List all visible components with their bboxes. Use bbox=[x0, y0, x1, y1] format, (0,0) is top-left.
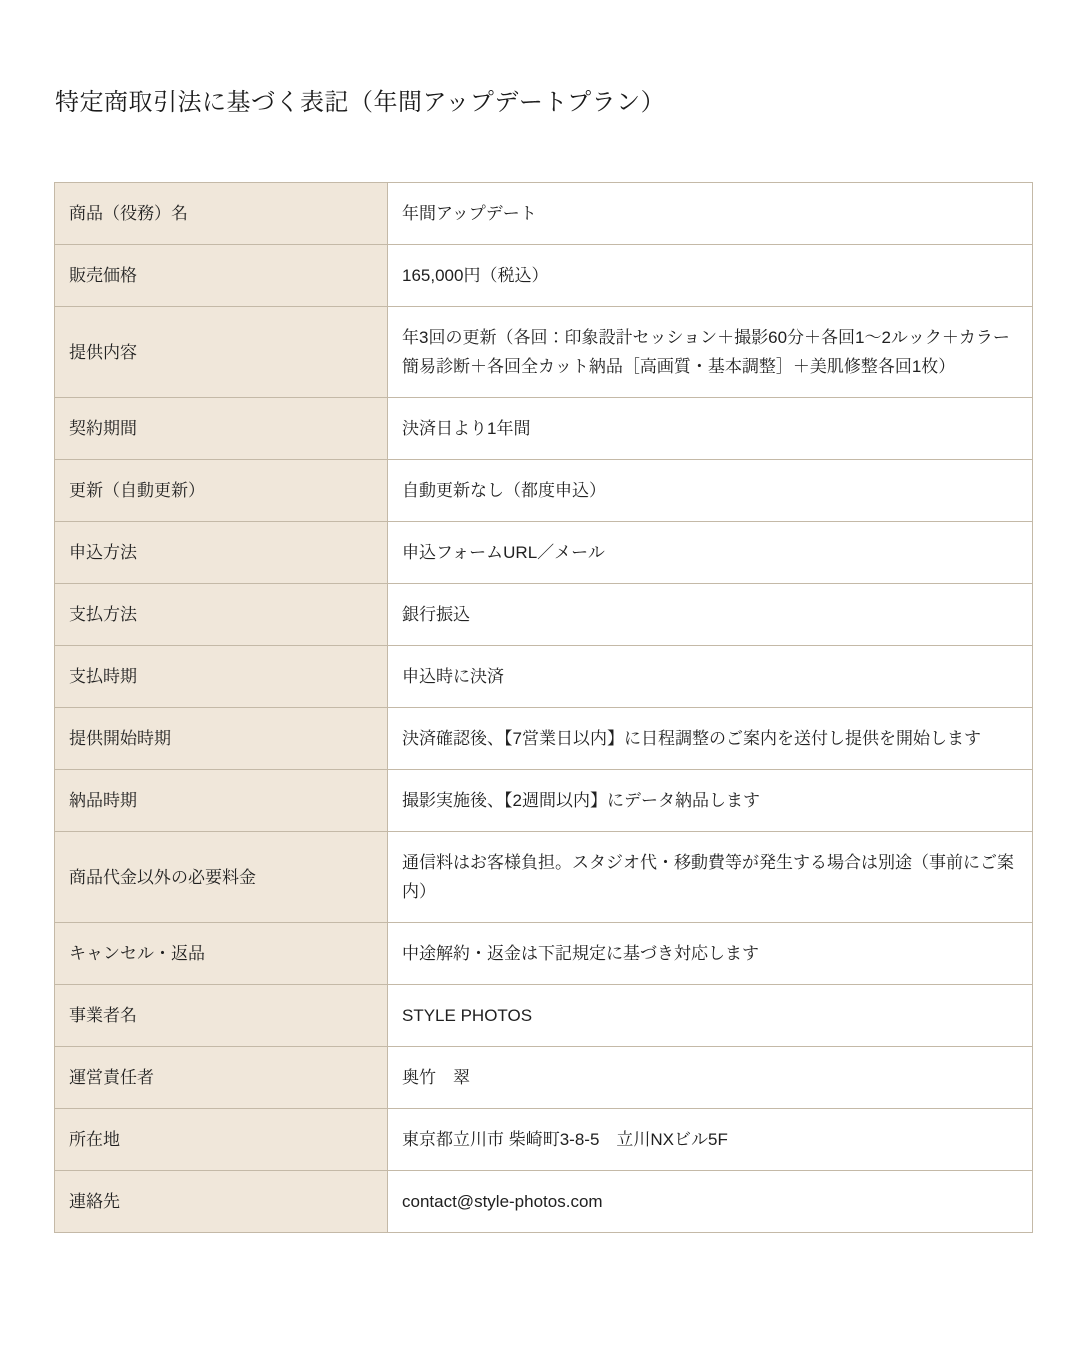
row-value: 決済日より1年間 bbox=[388, 398, 1033, 460]
row-label: 商品代金以外の必要料金 bbox=[55, 832, 388, 923]
table-row bbox=[55, 584, 1033, 646]
row-label: 連絡先 bbox=[55, 1171, 388, 1233]
row-value: 自動更新なし（都度申込） bbox=[388, 460, 1033, 522]
row-label: 契約期間 bbox=[55, 398, 388, 460]
row-value: 165,000円（税込） bbox=[388, 245, 1033, 307]
row-label: 支払方法 bbox=[55, 584, 388, 646]
row-value: 通信料はお客様負担。スタジオ代・移動費等が発生する場合は別途（事前にご案内） bbox=[388, 832, 1033, 923]
row-value: 年3回の更新（各回：印象設計セッション＋撮影60分＋各回1〜2ルック＋カラー簡易診断＋各回全カット納品［高画質・基本調整］＋美肌修整各回1枚） bbox=[388, 307, 1033, 398]
row-label: 支払時期 bbox=[55, 646, 388, 708]
row-label: 申込方法 bbox=[55, 522, 388, 584]
row-label: 運営責任者 bbox=[55, 1047, 388, 1109]
row-value: STYLE PHOTOS bbox=[388, 985, 1033, 1047]
table-row bbox=[55, 770, 1033, 832]
row-label: 商品（役務）名 bbox=[55, 183, 388, 245]
row-value: 中途解約・返金は下記規定に基づき対応します bbox=[388, 923, 1033, 985]
row-value: 銀行振込 bbox=[388, 584, 1033, 646]
row-value: 決済確認後、【7営業日以内】に日程調整のご案内を送付し提供を開始します bbox=[388, 708, 1033, 770]
table-row bbox=[55, 460, 1033, 522]
table-row bbox=[55, 1047, 1033, 1109]
disclosure-table bbox=[54, 182, 1033, 1233]
table-row bbox=[55, 985, 1033, 1047]
row-label: 提供開始時期 bbox=[55, 708, 388, 770]
row-label: 提供内容 bbox=[55, 307, 388, 398]
row-value: 申込時に決済 bbox=[388, 646, 1033, 708]
row-value: 撮影実施後、【2週間以内】にデータ納品します bbox=[388, 770, 1033, 832]
row-label: キャンセル・返品 bbox=[55, 923, 388, 985]
disclosure-table-body bbox=[55, 183, 1033, 1233]
table-row bbox=[55, 245, 1033, 307]
table-row bbox=[55, 307, 1033, 398]
row-label: 所在地 bbox=[55, 1109, 388, 1171]
row-value: 東京都立川市 柴崎町3-8-5 立川NXビル5F bbox=[388, 1109, 1033, 1171]
page-title: 特定商取引法に基づく表記（年間アップデートプラン） bbox=[55, 89, 666, 116]
row-label: 販売価格 bbox=[55, 245, 388, 307]
row-label: 事業者名 bbox=[55, 985, 388, 1047]
table-row bbox=[55, 708, 1033, 770]
table-row bbox=[55, 832, 1033, 923]
table-row bbox=[55, 923, 1033, 985]
row-value: 奥竹 翠 bbox=[388, 1047, 1033, 1109]
row-value: 申込フォームURL／メール bbox=[388, 522, 1033, 584]
table-row bbox=[55, 1109, 1033, 1171]
table-row bbox=[55, 398, 1033, 460]
table-row bbox=[55, 183, 1033, 245]
row-label: 納品時期 bbox=[55, 770, 388, 832]
table-row bbox=[55, 1171, 1033, 1233]
row-value: 年間アップデート bbox=[388, 183, 1033, 245]
table-row bbox=[55, 522, 1033, 584]
row-value: contact@style-photos.com bbox=[388, 1171, 1033, 1233]
row-label: 更新（自動更新） bbox=[55, 460, 388, 522]
table-row bbox=[55, 646, 1033, 708]
